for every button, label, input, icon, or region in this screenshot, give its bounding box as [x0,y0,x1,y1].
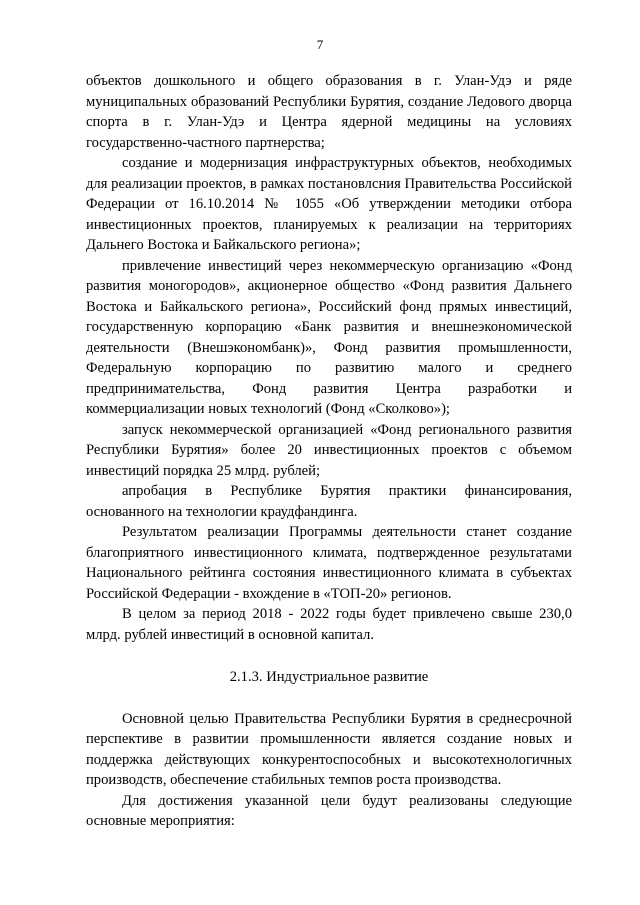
paragraph-measures-intro: Для достижения указанной цели будут реализованы следующие основные мероприятия: [86,792,572,829]
section-heading: 2.1.3. Индустриальное развитие [229,669,429,685]
paragraph-regional-fund: запуск некоммерческой организацией «Фонд регионального развития Республики Бурятия» более 20 инвестиционных проектов с объемом инвестиций порядка 25 млрд. рублей; [86,421,572,479]
paragraph-result: Результатом реализации Программы деятельности станет создание благоприятного инвестиционного климата, подтвержденное результатами Национального рейтинга состояния инвестиционного климата в субъектах Российской Федерации - вхождение в «ТОП-20» регионов. [86,524,572,602]
paragraph-total-investment: В целом за период 2018 - 2022 годы будет привлечено свыше 230,0 млрд. рублей инвестиций в основной капитал. [86,606,572,643]
page-number: 7 [316,37,324,52]
paragraph-infrastructure: создание и модернизация инфраструктурных объектов, необходимых для реализации проектов, в рамках постановлсния Правительства Российской Федерации от 16.10.2014 № 1055 «Об утверждении методики отбора инвестиционных проектов, планируемых к реализации на территориях Дальнего Востока и Байкальского региона»; [86,155,572,253]
paragraph-continuation: объектов дошкольного и общего образования в г. Улан-Удэ и ряде муниципальных образований Республики Бурятия, создание Ледового дворца спорта в г. Улан-Удэ и Центра ядерной медицины на условиях государственно-частного партнерства; [86,73,572,151]
paragraph-main-goal: Основной целью Правительства Республики Бурятия в среднесрочной перспективе в развитии промышленности является создание новых и поддержка действующих конкурентоспособных и высокотехнологичных производств, обеспечение стабильных темпов роста производства. [86,710,572,788]
paragraph-investment-attraction: привлечение инвестиций через некоммерческую организацию «Фонд развития моногородов», акционерное общество «Фонд развития Дальнего Востока и Байкальского региона», Российский фонд прямых инвестиций, государственную корпорацию «Банк развития и внешнеэкономической деятельности (Внешэкономбанк)», Фонд развития промышленности, Федеральную корпорацию по развитию малого и среднего предпринимательства, Фонд развития Центра разработки и коммерциализации новых технологий (Фонд «Сколково»); [86,257,572,417]
paragraph-crowdfunding: апробация в Республике Бурятия практики финансирования, основанного на технологии краудфандинга. [86,483,572,520]
document-body [86,71,572,832]
